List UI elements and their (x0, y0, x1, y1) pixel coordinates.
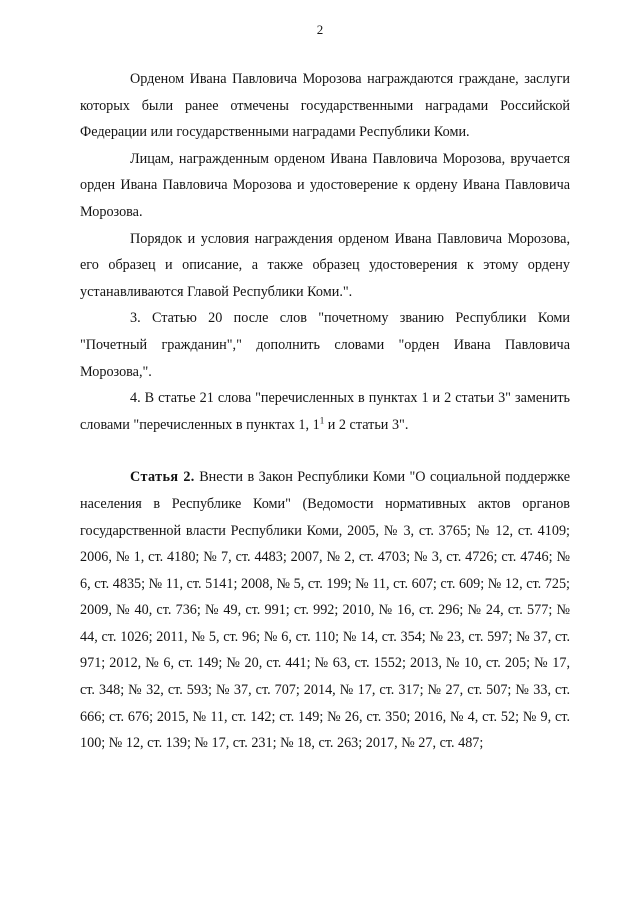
paragraph-item-4-text: 4. В статье 21 слова "перечисленных в пунктах 1 и 2 статьи 3" заменить словами "перечисленных в пунктах 1, 1 (80, 390, 570, 433)
paragraph-item-4 (80, 385, 570, 438)
paragraph-item-4-tail: и 2 статьи 3". (324, 416, 409, 433)
paragraph-order-procedure: Порядок и условия награждения орденом Ивана Павловича Морозова, его образец и описание, а также образец удостоверения к этому ордену устанавливаются Главой Республики Коми.". (80, 230, 570, 300)
paragraph-order-presentation: Лицам, награжденным орденом Ивана Павловича Морозова, вручается орден Ивана Павловича Морозова и удостоверение к ордену Ивана Павловича Морозова. (80, 150, 570, 220)
paragraph-order-awarding: Орденом Ивана Павловича Морозова награждаются граждане, заслуги которых были ранее отмечены государственными наградами Российской Федерации или государственными наградами Республики Коми. (80, 71, 570, 141)
page-number: 2 (316, 22, 324, 37)
document-body (80, 66, 570, 757)
superscript-index: 1 (319, 414, 325, 425)
paragraph-item-3: 3. Статью 20 после слов "почетному званию Республики Коми "Почетный гражданин"," дополнить словами "орден Ивана Павловича Морозова,". (80, 310, 570, 380)
article-2-paragraph (80, 464, 570, 757)
article-2-text: Внести в Закон Республики Коми "О социальной поддержке населения в Республике Коми" (Ведомости нормативных актов органов государственной власти Республики Коми, 2005, № 3, ст. 3765; № 12, ст. 4109; 2006, № 1, ст. 4180; № 7, ст. 4483; 2007, № 2, ст. 4703; № 3, ст. 4726; ст. 4746; № 6, ст. 4835; № 11, ст. 5141; 2008, № 5, ст. 199; № 11, ст. 607; ст. 609; № 12, ст. 725; 2009, № 40, ст. 736; № 49, ст. 991; ст. 992; 2010, № 16, ст. 296; № 24, ст. 577; № 44, ст. 1026; 2011, № 5, ст. 96; № 6, ст. 110; № 14, ст. 354; № 23, ст. 597; № 37, ст. 971; 2012, № 6, ст. 149; № 20, ст. 441; № 63, ст. 1552; 2013, № 10, ст. 205; № 17, ст. 348; № 32, ст. 593; № 37, ст. 707; 2014, № 17, ст. 317; № 27, ст. 507; № 33, ст. 666; ст. 676; 2015, № 11, ст. 142; ст. 149; № 26, ст. 350; 2016, № 4, ст. 52; № 9, ст. 100; № 12, ст. 139; № 17, ст. 231; № 18, ст. 263; 2017, № 27, ст. 487; (80, 469, 570, 752)
article-2-label: Статья 2. (130, 469, 195, 486)
